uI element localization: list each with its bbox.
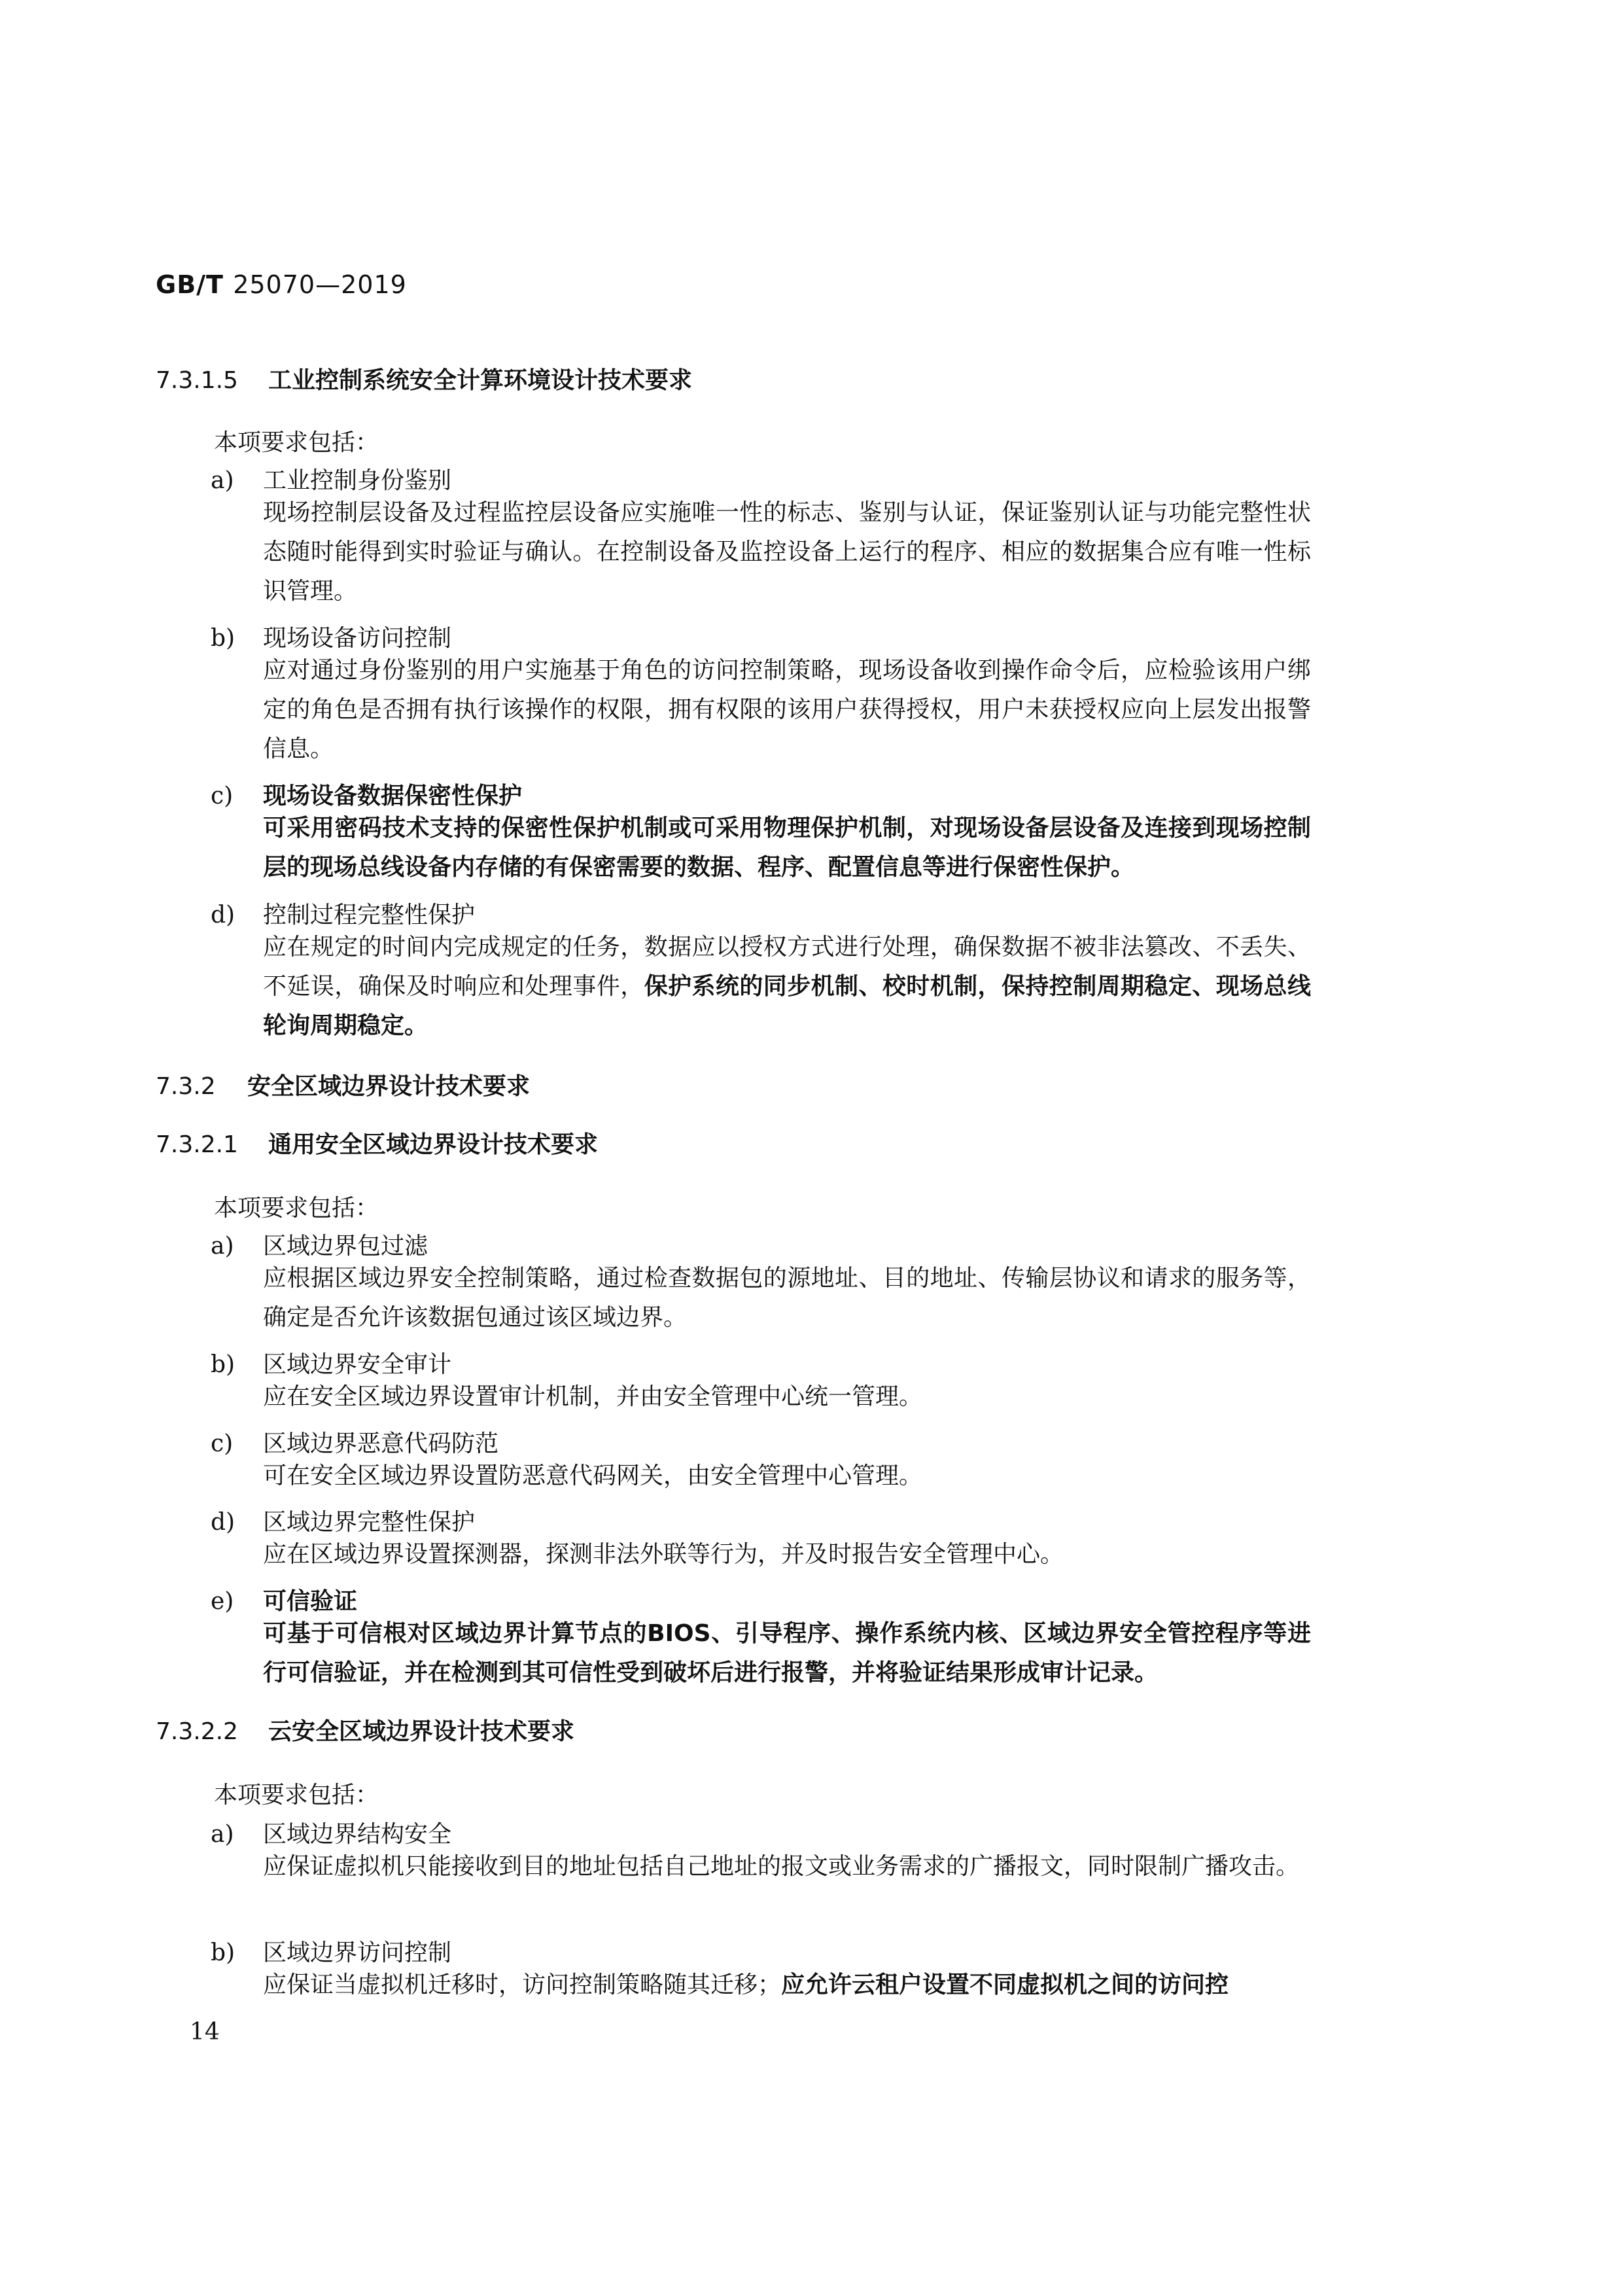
section-heading xyxy=(156,1126,598,1159)
list-item-title: 区域边界结构安全 xyxy=(263,1821,452,1848)
list-marker: c) xyxy=(211,783,234,809)
list-item-text xyxy=(263,928,1311,1046)
list-item-title: 工业控制身份鉴别 xyxy=(263,467,452,494)
section-title: 安全区域边界设计技术要求 xyxy=(247,1073,531,1100)
list-item-title: 区域边界访问控制 xyxy=(263,1939,452,1966)
list-item-text: 应根据区域边界安全控制策略，通过检查数据包的源地址、目的地址、传输层协议和请求的服务等，确定是否允许该数据包通过该区域边界。 xyxy=(263,1265,1311,1331)
list-item-label xyxy=(211,1425,498,1458)
list-marker: a) xyxy=(211,467,234,494)
list-item-title: 可信验证 xyxy=(263,1588,358,1615)
page-number: 14 xyxy=(190,2019,220,2045)
text-bold: 保护系统的同步机制、校时机制，保持控制周期稳定、现场总线轮询周期稳定。 xyxy=(263,973,1311,1039)
list-item-label xyxy=(211,620,451,653)
list-item-label xyxy=(211,1934,451,1968)
list-item-label xyxy=(211,777,522,811)
list-item-text: 可基于可信根对区域边界计算节点的BIOS、引导程序、操作系统内核、区域边界安全管控程序等进行可信验证，并在检测到其可信性受到破坏后进行报警，并将验证结果形成审计记录。 xyxy=(263,1620,1311,1686)
list-item-text: 可在安全区域边界设置防恶意代码网关，由安全管理中心管理。 xyxy=(263,1462,923,1489)
list-item-text: 应保证虚拟机只能接收到目的地址包括自己地址的报文或业务需求的广播报文，同时限制广播攻击。 xyxy=(263,1853,1300,1880)
section-title: 云安全区域边界设计技术要求 xyxy=(268,1718,575,1745)
list-item-title: 控制过程完整性保护 xyxy=(263,902,476,928)
section-title: 工业控制系统安全计算环境设计技术要求 xyxy=(268,367,693,394)
list-marker: b) xyxy=(211,1351,236,1378)
list-item-title: 现场设备访问控制 xyxy=(263,625,452,652)
list-marker: a) xyxy=(211,1821,234,1848)
section-number: 7.3.1.5 xyxy=(156,367,238,394)
list-marker: b) xyxy=(211,1939,236,1966)
list-item-label xyxy=(211,1583,357,1616)
section-number: 7.3.2 xyxy=(156,1073,216,1100)
section-number: 7.3.2.1 xyxy=(156,1131,238,1158)
list-item-title: 区域边界完整性保护 xyxy=(263,1509,476,1536)
list-marker: d) xyxy=(211,902,236,928)
list-marker: a) xyxy=(211,1233,234,1260)
section-heading xyxy=(156,362,692,395)
list-item-label xyxy=(211,1816,451,1849)
list-marker: b) xyxy=(211,625,236,652)
list-item-text: 可采用密码技术支持的保密性保护机制或可采用物理保护机制，对现场设备层设备及连接到现场控制层的现场总线设备内存储的有保密需要的数据、程序、配置信息等进行保密性保护。 xyxy=(263,815,1311,881)
list-item-label xyxy=(211,462,451,495)
list-item-title: 区域边界包过滤 xyxy=(263,1233,428,1260)
text-normal: 应保证当虚拟机迁移时，访问控制策略随其迁移； xyxy=(263,1971,782,1998)
standard-number: 25070—2019 xyxy=(233,270,407,299)
list-marker: c) xyxy=(211,1430,234,1457)
document-header xyxy=(156,270,407,299)
list-item-text: 现场控制层设备及过程监控层设备应实施唯一性的标志、鉴别与认证，保证鉴别认证与功能完整性状态随时能得到实时验证与确认。在控制设备及监控设备上运行的程序、相应的数据集合应有唯一性标识管理。 xyxy=(263,499,1311,605)
list-item-text xyxy=(263,1966,1311,2005)
list-item-label xyxy=(211,1504,475,1537)
standard-prefix: GB/T xyxy=(156,270,224,299)
list-marker: d) xyxy=(211,1509,236,1536)
section-heading xyxy=(156,1068,530,1101)
section-number: 7.3.2.2 xyxy=(156,1718,238,1745)
list-item-title: 现场设备数据保密性保护 xyxy=(263,783,523,809)
list-item-label xyxy=(211,1227,428,1261)
list-item-text: 应对通过身份鉴别的用户实施基于角色的访问控制策略，现场设备收到操作命令后，应检验该用户绑定的角色是否拥有执行该操作的权限，拥有权限的该用户获得授权，用户未获授权应向上层发出报警信息。 xyxy=(263,657,1311,762)
section-heading xyxy=(156,1713,574,1746)
section-intro: 本项要求包括： xyxy=(214,429,379,456)
list-item-label xyxy=(211,896,475,930)
section-intro: 本项要求包括： xyxy=(214,1195,379,1222)
list-item-text: 应在区域边界设置探测器，探测非法外联等行为，并及时报告安全管理中心。 xyxy=(263,1541,1064,1568)
list-item-text: 应在安全区域边界设置审计机制，并由安全管理中心统一管理。 xyxy=(263,1383,923,1410)
text-bold: 应允许云租户设置不同虚拟机之间的访问控 xyxy=(781,1971,1229,1998)
list-item-title: 区域边界安全审计 xyxy=(263,1351,452,1378)
section-title: 通用安全区域边界设计技术要求 xyxy=(268,1131,599,1158)
list-marker: e) xyxy=(211,1588,234,1615)
section-intro: 本项要求包括： xyxy=(214,1782,379,1809)
list-item-label xyxy=(211,1346,451,1379)
text-normal: 应在规定的时间内完成规定的任务，数据应以授权方式进行处理，确保数据不被非法篡改、不丢失、不延误，确保及时响应和处理事件， xyxy=(263,934,1311,1000)
list-item-title: 区域边界恶意代码防范 xyxy=(263,1430,499,1457)
